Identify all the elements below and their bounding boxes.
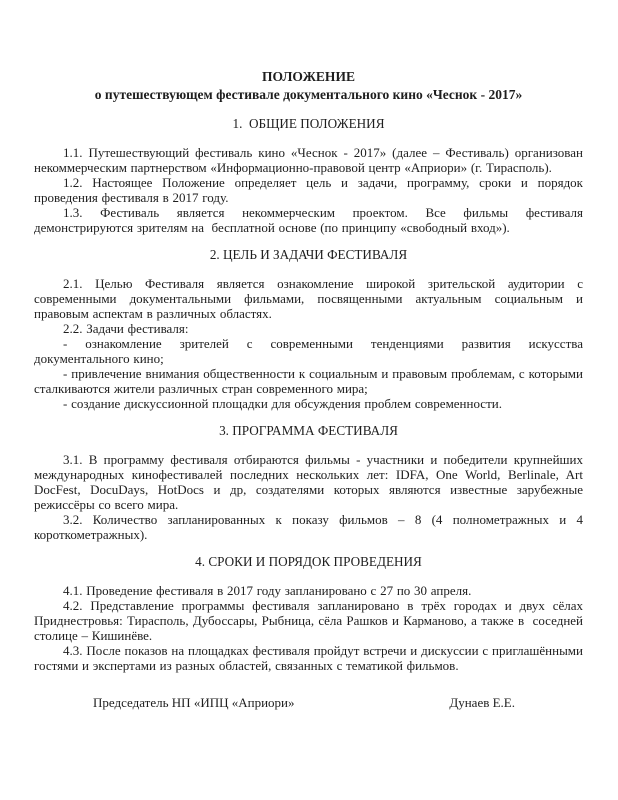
section-heading: 1. ОБЩИЕ ПОЛОЖЕНИЯ [232, 116, 385, 131]
paragraph: 3.1. В программу фестиваля отбираются фильмы - участники и победители крупнейших международных кинофестивалей последних нескольких лет: IDFA, One World, Berlinale, Art DocFest, DocuDays, HotDocs и др, создателями которых являются известные зарубежные режиссёры со всего мира. [34, 452, 583, 512]
signature-row [34, 695, 583, 710]
section [34, 247, 583, 411]
paragraph: 1.3. Фестиваль является некоммерческим проектом. Все фильмы фестиваля демонстрируются зрителям на бесплатной основе (по принципу «свободный вход»). [34, 205, 583, 235]
paragraph: - ознакомление зрителей с современными тенденциями развития искусства документального кино; [34, 336, 583, 366]
paragraph: 1.2. Настоящее Положение определяет цель и задачи, программу, сроки и порядок проведения фестиваля в 2017 году. [34, 175, 583, 205]
section-heading: 4. СРОКИ И ПОРЯДОК ПРОВЕДЕНИЯ [195, 554, 422, 569]
signature-position: Председатель НП «ИПЦ «Априори» [93, 695, 295, 710]
paragraph: - создание дискуссионной площадки для обсуждения проблем современности. [63, 396, 502, 411]
signature-name: Дунаев Е.Е. [449, 695, 515, 710]
paragraph: 4.3. После показов на площадках фестиваля пройдут встречи и дискуссии с приглашёнными гостями и экспертами из разных областей, связанных с тематикой фильмов. [34, 643, 583, 673]
document-subtitle: о путешествующем фестивале документального кино «Чеснок - 2017» [94, 87, 523, 102]
paragraph: 2.1. Целью Фестиваля является ознакомление широкой зрительской аудитории с современными документальными фильмами, посвященными актуальным социальным и правовым аспектам в различных областях. [34, 276, 583, 321]
paragraph: 4.2. Представление программы фестиваля запланировано в трёх городах и двух сёлах Приднестровья: Тирасполь, Дубоссары, Рыбница, сёла Рашков и Карманово, а также в соседней столице – Кишинёве. [34, 598, 583, 643]
section-heading: 3. ПРОГРАММА ФЕСТИВАЛЯ [219, 423, 398, 438]
paragraph: - привлечение внимания общественности к социальным и правовым проблемам, с которыми сталкиваются жители различных стран современного мира; [34, 366, 583, 396]
sections [34, 116, 583, 673]
section-heading: 2. ЦЕЛЬ И ЗАДАЧИ ФЕСТИВАЛЯ [209, 247, 408, 262]
paragraph: 2.2. Задачи фестиваля: [63, 321, 189, 336]
paragraph: 3.2. Количество запланированных к показу фильмов – 8 (4 полнометражных и 4 короткометражных). [34, 512, 583, 542]
document-title: ПОЛОЖЕНИЕ [262, 69, 355, 84]
paragraph: 4.1. Проведение фестиваля в 2017 году запланировано с 27 по 30 апреля. [63, 583, 472, 598]
section [34, 116, 583, 235]
paragraph: 1.1. Путешествующий фестиваль кино «Чеснок - 2017» (далее – Фестиваль) организован некоммерческим партнерством «Информационно-правовой центр «Априори» (г. Тирасполь). [34, 145, 583, 175]
section [34, 423, 583, 542]
section [34, 554, 583, 673]
